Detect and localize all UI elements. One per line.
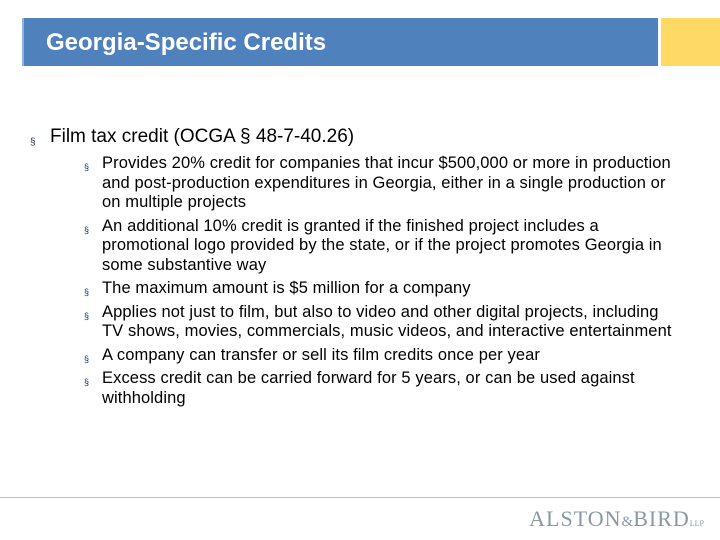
sub-bullet-item — [84, 217, 684, 276]
footer-divider — [0, 497, 720, 498]
bullet-marker: § — [84, 310, 90, 321]
bullet-marker: § — [84, 287, 90, 297]
sub-bullet-item — [84, 369, 684, 408]
sub-bullet-text: An additional 10% credit is granted if the finished project includes a promotional logo provided by the state, or if the project promotes Georgia in some substantive way — [102, 216, 662, 274]
bullet-marker: § — [84, 353, 90, 364]
accent-block — [661, 18, 720, 66]
sub-bullet-item — [84, 154, 684, 213]
company-logo — [529, 506, 704, 532]
logo-text-left: ALSTON — [529, 506, 622, 531]
bullet-marker: § — [84, 162, 90, 172]
bullet-marker: § — [84, 224, 90, 235]
title-bar — [22, 18, 658, 66]
bullet-marker: § — [30, 137, 36, 148]
logo-suffix: LLP — [689, 519, 704, 528]
sub-bullet-text: Provides 20% credit for companies that incur $500,000 or more in production and post-production expenditures in Georgia, either in a single production or on multiple projects — [102, 154, 671, 211]
main-bullet-text: Film tax credit (OCGA § 48-7-40.26) — [50, 126, 355, 147]
logo-ampersand: & — [621, 514, 634, 530]
sub-bullet-text: A company can transfer or sell its film credits once per year — [102, 345, 541, 364]
sub-bullet-text: Applies not just to film, but also to video and other digital projects, including TV shows, movies, commercials, music videos, and interactive entertainment — [102, 302, 672, 340]
sub-bullet-item — [84, 303, 684, 342]
slide-title: Georgia-Specific Credits — [46, 29, 327, 56]
sub-bullet-text: Excess credit can be carried forward for 5 years, or can be used against withholding — [102, 369, 635, 407]
sub-bullet-list — [84, 154, 684, 412]
sub-bullet-text: The maximum amount is $5 million for a company — [102, 279, 471, 297]
sub-bullet-item — [84, 346, 684, 366]
sub-bullet-item — [84, 279, 684, 299]
logo-text-right: BIRD — [633, 506, 690, 531]
bullet-marker: § — [84, 377, 90, 387]
